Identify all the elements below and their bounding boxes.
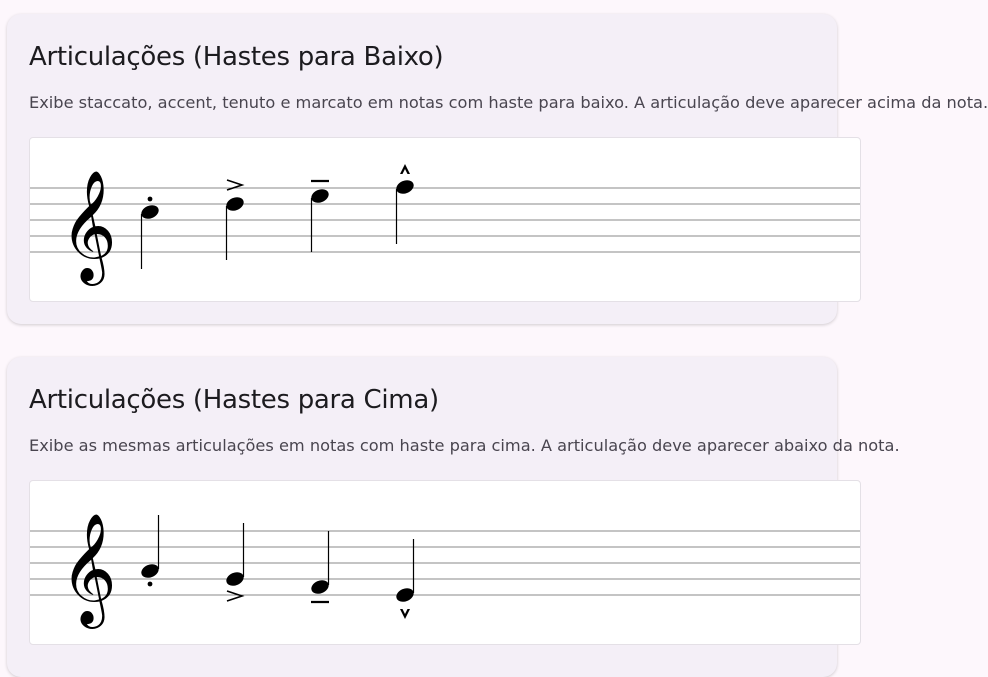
staff-svg <box>30 138 860 301</box>
marcato-mark <box>400 164 410 174</box>
note-accent <box>224 523 245 601</box>
marcato-mark <box>400 609 410 619</box>
accent-mark <box>227 591 242 601</box>
articulations-stems-up-card <box>7 357 900 677</box>
section-description: Exibe as mesmas articulações em notas com haste para cima. A articulação deve aparecer abaixo da nota. <box>29 436 900 455</box>
treble-clef-icon: 𝄞 <box>60 512 117 624</box>
note-tenuto <box>309 531 330 602</box>
staccato-mark <box>148 582 153 587</box>
section-title: Articulações (Hastes para Baixo) <box>29 42 444 72</box>
note-tenuto <box>309 181 330 252</box>
staccato-mark <box>148 197 153 202</box>
note-staccato <box>139 197 160 269</box>
treble-clef-icon: 𝄞 <box>60 169 117 281</box>
articulations-stems-down-card <box>7 14 988 324</box>
section-title: Articulações (Hastes para Cima) <box>29 385 439 415</box>
section-description: Exibe staccato, accent, tenuto e marcato em notas com haste para baixo. A articulação deve aparecer acima da nota. <box>29 93 988 112</box>
staff-svg <box>30 481 860 644</box>
notation-staff <box>29 480 861 645</box>
notation-staff <box>29 137 861 302</box>
note-staccato <box>139 515 160 586</box>
